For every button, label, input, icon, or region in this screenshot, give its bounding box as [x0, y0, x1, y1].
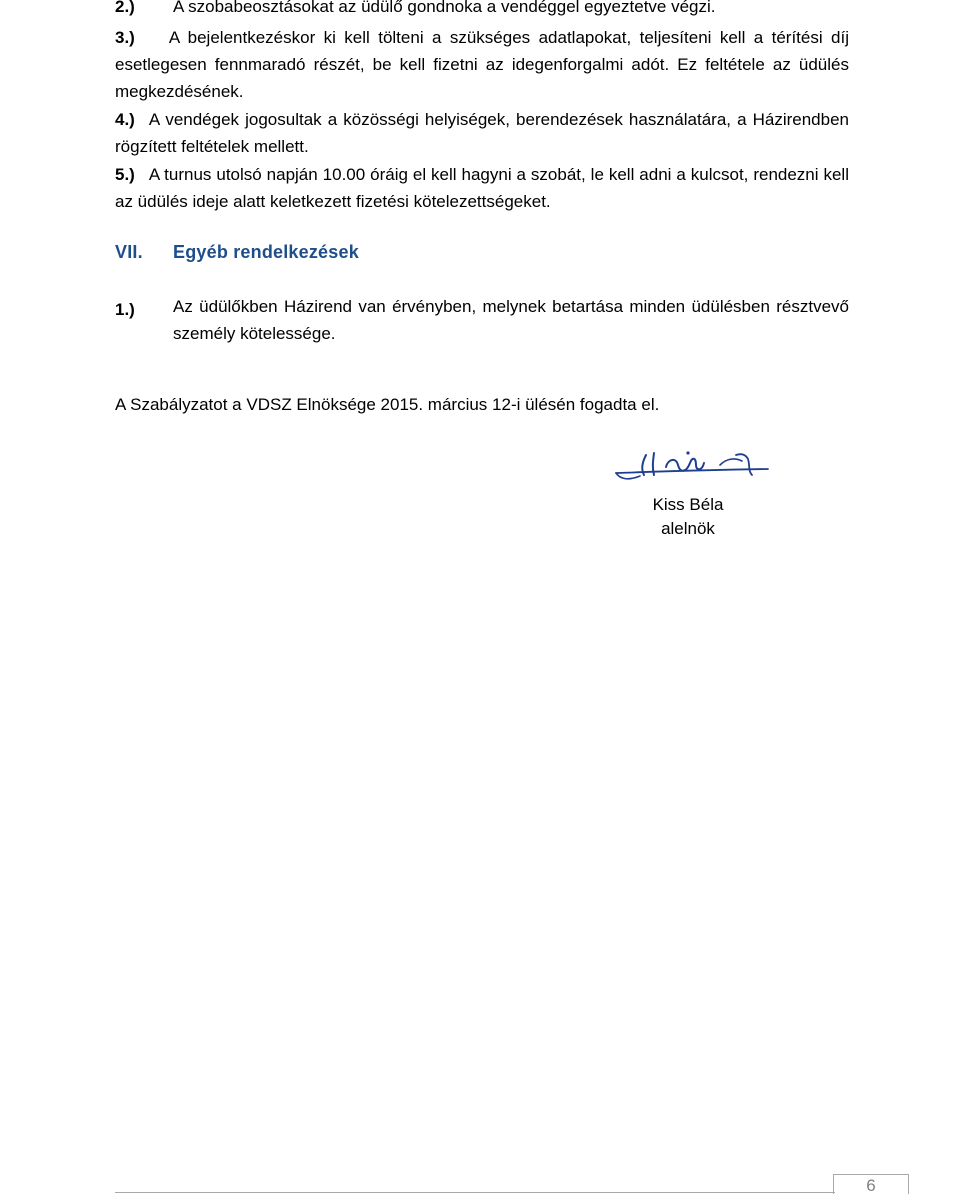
section-item-1-number: 1.) — [115, 300, 135, 319]
item-2 — [115, 0, 135, 17]
item-4-number: 4.) — [115, 110, 135, 129]
item-5 — [115, 161, 849, 215]
item-5-number: 5.) — [115, 165, 135, 184]
section-roman-numeral: VII. — [115, 242, 143, 262]
item-4 — [115, 106, 849, 160]
item-3-text: A bejelentkezéskor ki kell tölteni a szükséges adatlapokat, teljesíteni kell a térítési díj esetlegesen fennmaradó részét, be kell fizetni az idegenforgalmi adót. Ez feltétele az üdülés megkezdésének. — [115, 28, 849, 101]
item-3 — [115, 24, 849, 105]
item-4-text: A vendégek jogosultak a közösségi helyiségek, berendezések használatára, a Házirendben rögzített feltételek mellett. — [115, 110, 849, 156]
page-number: 6 — [866, 1176, 876, 1195]
signature-image — [608, 445, 788, 495]
item-3-number: 3.) — [115, 28, 135, 47]
signer-title: alelnök — [661, 519, 715, 538]
item-2-text: A szobabeosztásokat az üdülő gondnoka a vendéggel egyeztetve végzi. — [173, 0, 716, 16]
adoption-statement: A Szabályzatot a VDSZ Elnöksége 2015. március 12-i ülésén fogadta el. — [115, 395, 660, 414]
footer-divider — [115, 1192, 835, 1193]
section-title: Egyéb rendelkezések — [173, 242, 359, 262]
item-2-number: 2.) — [115, 0, 135, 16]
signer-name: Kiss Béla — [652, 495, 724, 514]
section-item-1-text: Az üdülőkben Házirend van érvényben, melynek betartása minden üdülésben résztvevő személy kötelessége. — [173, 297, 849, 343]
item-5-text: A turnus utolsó napján 10.00 óráig el kell hagyni a szobát, le kell adni a kulcsot, rendezni kell az üdülés ideje alatt keletkezett fizetési kötelezettségeket. — [115, 165, 849, 211]
